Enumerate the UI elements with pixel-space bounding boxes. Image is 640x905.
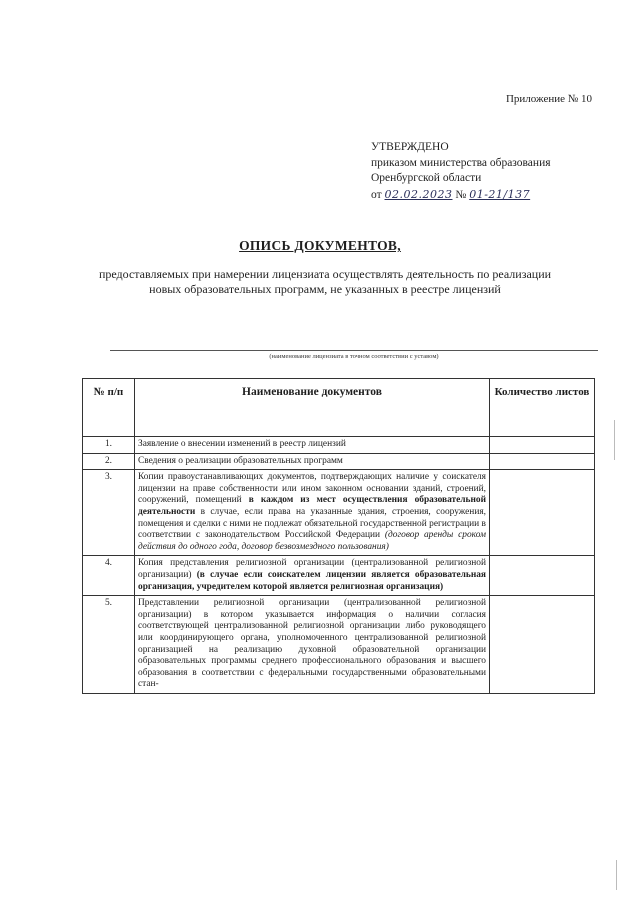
- document-description: [135, 453, 490, 470]
- sheet-count-cell: [490, 556, 595, 596]
- approval-block: [371, 140, 551, 203]
- column-header-count: Количество листов: [490, 379, 595, 437]
- table-row: [83, 556, 595, 596]
- table-row: [83, 470, 595, 556]
- number-label: №: [455, 188, 467, 201]
- description-text: Сведения о реализации образовательных программ: [138, 455, 343, 466]
- licensee-name-caption: (наименование лицензиата в точном соответствии с уставом): [269, 353, 439, 360]
- handwritten-number: 01-21/137: [469, 187, 531, 201]
- licensee-name-line: [110, 350, 598, 351]
- appendix-label: Приложение № 10: [505, 93, 592, 105]
- handwritten-date: 02.02.2023: [384, 187, 453, 201]
- approval-title: УТВЕРЖДЕНО: [371, 141, 449, 153]
- row-number: 4.: [83, 556, 135, 596]
- sheet-count-cell: [490, 437, 595, 454]
- document-title: ОПИСЬ ДОКУМЕНТОВ,: [239, 238, 401, 253]
- row-number: 3.: [83, 470, 135, 556]
- table-body: [83, 437, 595, 694]
- table-row: [83, 453, 595, 470]
- document-description: [135, 470, 490, 556]
- documents-table: [82, 378, 595, 694]
- document-description: [135, 556, 490, 596]
- approval-line-1: приказом министерства образования: [371, 156, 551, 169]
- row-number: 2.: [83, 453, 135, 470]
- row-number: 1.: [83, 437, 135, 454]
- sheet-count-cell: [490, 453, 595, 470]
- sheet-count-cell: [490, 596, 595, 694]
- description-text: Копия представления религиозной организации (централизованной религиозной организации): [138, 558, 486, 580]
- table-header-row: [83, 379, 595, 437]
- document-subtitle: предоставляемых при намерении лицензиата осуществлять деятельность по реализации новых образовательных программ, не указанных в реестре лицензий: [98, 267, 552, 296]
- document-description: [135, 596, 490, 694]
- table-row: [83, 437, 595, 454]
- column-header-name: Наименование документов: [135, 379, 490, 437]
- table-row: [83, 596, 595, 694]
- description-text: Копии правоустанавливающих документов, подтверждающих наличие у соискателя лицензии на праве собственности или ином законном основании зданий, строений, сооружений, помещений: [138, 472, 486, 506]
- row-number: 5.: [83, 596, 135, 694]
- description-text: Представлении религиозной организации (централизованной религиозной организации) в котором указывается информация о наличии согласия соответствующей централизованной религиозной организации либо руководящего или координирующего органа, уполномоченного централизованной религиозной организацией на реализацию духовной образовательной организации образовательных программы среднего профессионального образования и высшего образования в соответствии с федеральными государственными образовательными стан-: [138, 598, 486, 690]
- sheet-count-cell: [490, 470, 595, 556]
- description-text: Заявление о внесении изменений в реестр лицензий: [138, 439, 346, 449]
- description-text: (в случае если соискателем лицензии является образовательная организация, учредителем которой является религиозная организация): [138, 569, 487, 592]
- approval-date-line: [371, 187, 551, 204]
- column-header-number: № п/п: [83, 379, 135, 437]
- description-text: в каждом из мест осуществления образовательной деятельности: [138, 495, 487, 517]
- document-description: [135, 437, 490, 454]
- scan-edge-mark: [614, 420, 615, 460]
- approval-line-2: Оренбургской области: [371, 172, 482, 184]
- from-label: от: [371, 188, 382, 201]
- scan-edge-mark: [616, 860, 617, 890]
- description-text: (договор аренды сроком действия до одного года, договор безвозмездного пользования): [138, 530, 487, 552]
- description-text: в случае, если права на указанные здания, строения, сооружения, помещения и сделки с ними не подлежат обязательной государственной регистрации в соответствии с законодательством Российской Федерации: [138, 506, 486, 541]
